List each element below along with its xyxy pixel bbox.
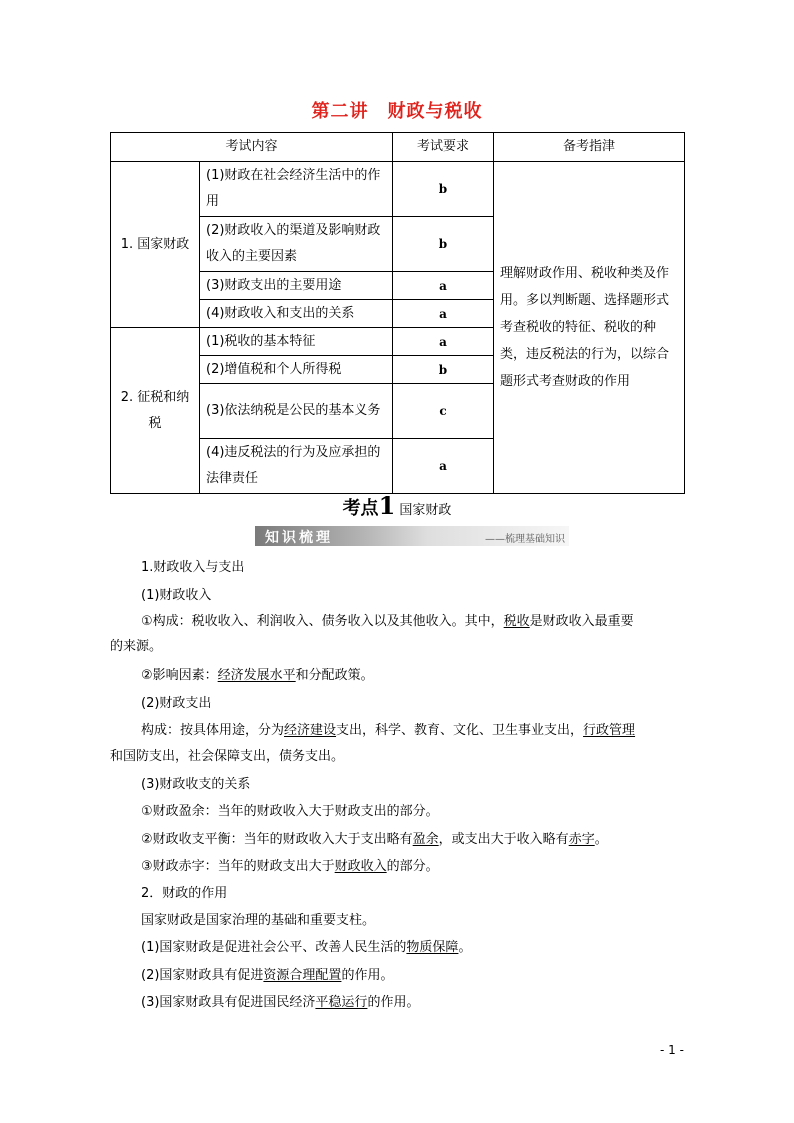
underlined-term: 经济建设 [284, 723, 337, 738]
table-cell-requirement: b [393, 217, 494, 272]
table-cell-requirement: a [393, 328, 494, 356]
table-row [111, 162, 685, 217]
page-number: - 1 - [660, 1043, 684, 1057]
paragraph: (3)国家财政具有促进国民经济平稳运行的作用。 [141, 995, 420, 1010]
table-cell-item: (2)财政收入的渠道及影响财政收入的主要因素 [200, 217, 393, 272]
guide-text: 理解财政作用、税收种类及作用。多以判断题、选择题形式考查税收的特征、税收的种类，违反税法的行为，以综合题形式考查财政的作用 [494, 162, 685, 494]
paragraph: (2)国家财政具有促进资源合理配置的作用。 [141, 968, 394, 983]
section-number: 1 [378, 491, 396, 520]
section-label: 考点 [342, 498, 379, 519]
page-title: 第二讲 财政与税收 [311, 101, 483, 122]
paragraph: 构成：按具体用途，分为经济建设支出，科学、教育、文化、卫生事业支出，行政管理 [141, 723, 636, 738]
underlined-term: 赤字 [568, 832, 595, 847]
table-cell-requirement: b [393, 162, 494, 217]
table-cell-item: (1)税收的基本特征 [200, 328, 393, 356]
paragraph: 1.财政收入与支出 [141, 560, 245, 575]
table-cell-requirement: c [393, 384, 494, 439]
paragraph: (1)财政收入 [141, 588, 212, 603]
header-content: 考试内容 [111, 133, 393, 162]
paragraph: 和国防支出，社会保障支出，债务支出。 [110, 749, 345, 764]
table-cell-requirement: b [393, 356, 494, 384]
paragraph: 的来源。 [110, 639, 163, 654]
table-cell-requirement: a [393, 272, 494, 300]
banner-subtitle: ——梳理基础知识 [485, 534, 565, 545]
section-heading [0, 491, 794, 520]
paragraph: ②财政收支平衡：当年的财政收入大于支出略有盈余，或支出大于收入略有赤字。 [141, 832, 608, 847]
underlined-term: 财政收入 [334, 859, 387, 874]
table-cell-item: (4)财政收入和支出的关系 [200, 300, 393, 328]
paragraph: (1)国家财政是促进社会公平、改善人民生活的物质保障。 [141, 940, 472, 955]
table-cell-item: (3)财政支出的主要用途 [200, 272, 393, 300]
underlined-term: 税收 [503, 614, 530, 629]
underlined-term: 物质保障 [406, 940, 459, 955]
table-cell-requirement: a [393, 439, 494, 494]
underlined-term: 平稳运行 [315, 995, 368, 1010]
knowledge-review-banner [255, 526, 569, 546]
paragraph: ①构成：税收收入、利润收入、债务收入以及其他收入。其中，税收是财政收入最重要 [141, 614, 634, 629]
paragraph: 2．财政的作用 [141, 886, 228, 901]
topic-taxation: 2. 征税和纳税 [111, 328, 200, 494]
underlined-term: 盈余 [412, 832, 439, 847]
header-guide: 备考指津 [494, 133, 685, 162]
underlined-term: 资源合理配置 [263, 968, 342, 983]
table-cell-requirement: a [393, 300, 494, 328]
table-cell-item: (2)增值税和个人所得税 [200, 356, 393, 384]
exam-requirements-table [110, 132, 685, 494]
paragraph: 国家财政是国家治理的基础和重要支柱。 [141, 913, 376, 928]
underlined-term: 经济发展水平 [217, 668, 296, 683]
table-cell-item: (4)违反税法的行为及应承担的法律责任 [200, 439, 393, 494]
table-cell-item: (3)依法纳税是公民的基本义务 [200, 384, 393, 439]
table-header-row [111, 133, 685, 162]
section-name: 国家财政 [399, 503, 452, 518]
paragraph: ①财政盈余：当年的财政收入大于财政支出的部分。 [141, 804, 439, 819]
table-cell-item: (1)财政在社会经济生活中的作用 [200, 162, 393, 217]
paragraph: ②影响因素：经济发展水平和分配政策。 [141, 668, 374, 683]
underlined-term: 行政管理 [583, 723, 636, 738]
header-requirement: 考试要求 [393, 133, 494, 162]
banner-title: 知识梳理 [265, 530, 333, 546]
paragraph: ③财政赤字：当年的财政支出大于财政收入的部分。 [141, 859, 439, 874]
paragraph: (3)财政收支的关系 [141, 777, 251, 792]
topic-national-finance: 1. 国家财政 [111, 162, 200, 328]
paragraph: (2)财政支出 [141, 696, 212, 711]
